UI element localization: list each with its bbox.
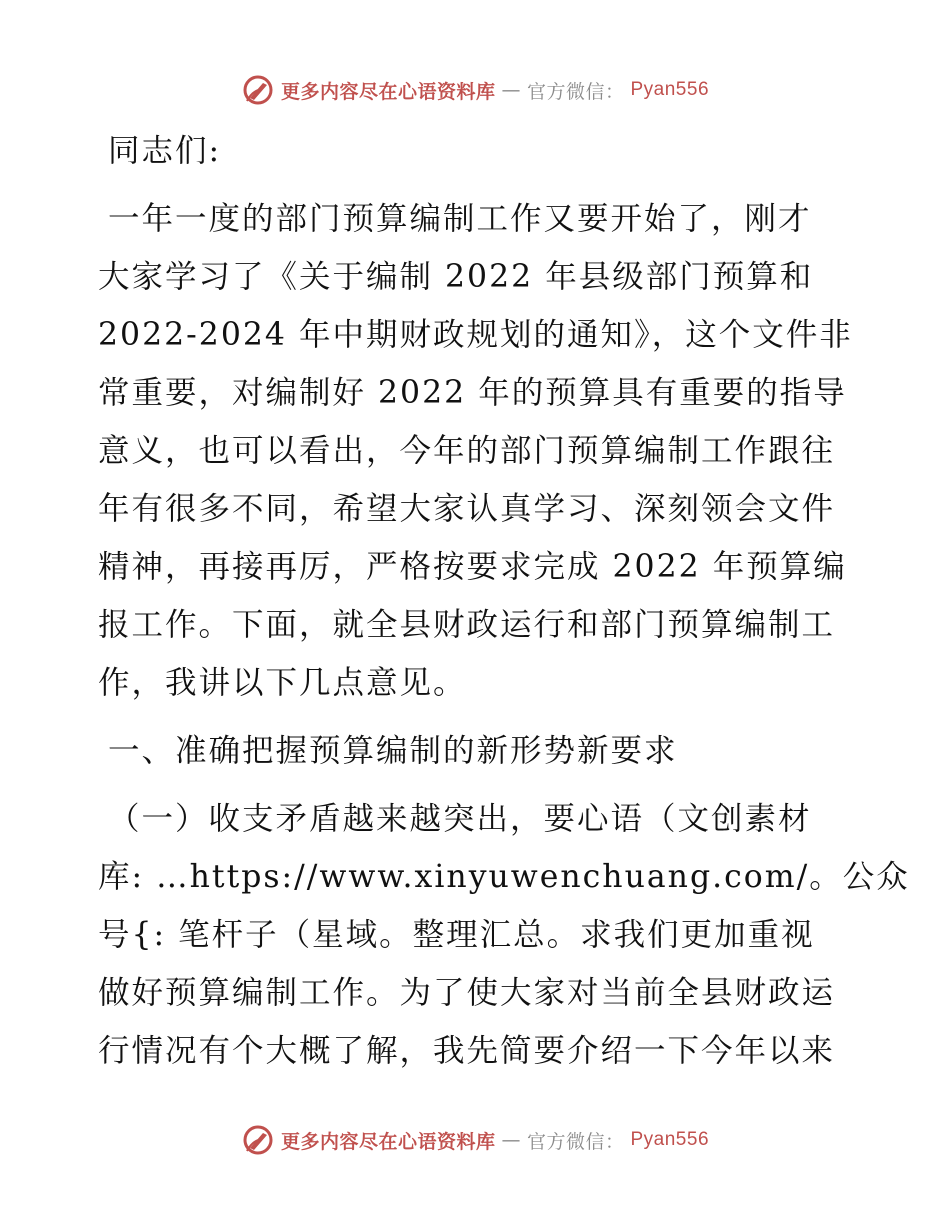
greeting: 同志们: [108,133,222,169]
watermark-main-text: 更多内容尽在心语资料库 [280,80,496,103]
paragraph-line: 大家学习了《关于编制 2022 年县级部门预算和 [98,259,814,295]
paragraph-line: 报工作。下面，就全县财政运行和部门预算编制工 [98,607,836,643]
quill-logo-icon [241,1123,275,1157]
quill-logo-icon [241,73,275,107]
watermark-label: 官方微信： [526,1130,625,1153]
watermark-separator: — [501,79,521,101]
paragraph-line: 意义，也可以看出，今年的部门预算编制工作跟往 [98,433,836,469]
paragraph-intro [98,190,858,712]
paragraph-line: 做好预算编制工作。为了使大家对当前全县财政运 [98,975,836,1011]
paragraph-line: 号{: 笔杆子（星域。整理汇总。求我们更加重视 [98,917,815,953]
paragraph-line: 精神，再接再厉，严格按要求完成 2022 年预算编 [98,549,847,585]
header-watermark [0,72,950,108]
watermark-label: 官方微信： [526,80,625,103]
watermark-wechat-id: Pyan556 [630,79,710,100]
watermark-wechat-id: Pyan556 [630,1129,710,1150]
document-body [98,120,910,1080]
footer-watermark [0,1122,950,1158]
section-heading: 一、准确把握预算编制的新形势新要求 [108,733,678,769]
paragraph-line: 作，我讲以下几点意见。 [98,665,467,701]
paragraph-section-1 [98,790,910,1080]
paragraph-line: 一年一度的部门预算编制工作又要开始了，刚才 [108,201,812,237]
paragraph-line: （一）收支矛盾越来越突出，要心语（文创素材 [108,801,812,837]
paragraph-line: 库: …https://www.xinyuwenchuang.com/。公众 [98,859,910,895]
paragraph-line: 行情况有个大概了解，我先简要介绍一下今年以来 [98,1033,836,1069]
paragraph-line: 2022-2024 年中期财政规划的通知》，这个文件非 [98,317,853,353]
watermark-separator: — [501,1129,521,1151]
paragraph-line: 年有很多不同，希望大家认真学习、深刻领会文件 [98,491,836,527]
paragraph-line: 常重要，对编制好 2022 年的预算具有重要的指导 [98,375,847,411]
watermark-main-text: 更多内容尽在心语资料库 [280,1130,496,1153]
